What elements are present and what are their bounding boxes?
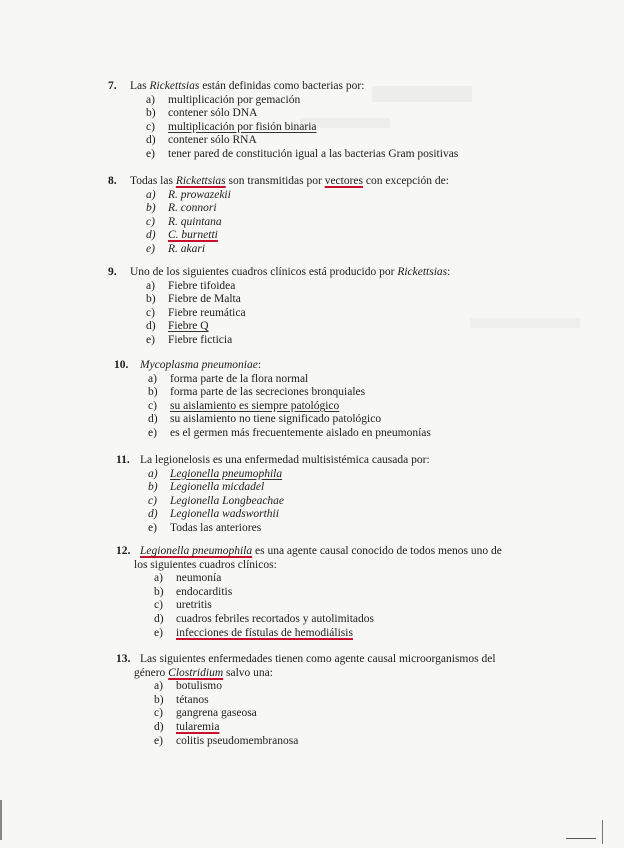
question-8	[108, 175, 449, 257]
stem-italic-term: Rickettsias	[397, 266, 448, 278]
question-13	[116, 653, 496, 748]
question-number: 9.	[108, 266, 117, 278]
option-e	[146, 148, 458, 162]
option-letter: e)	[148, 426, 157, 439]
option-text-marked: tularemia	[176, 720, 220, 733]
options-list	[146, 280, 450, 348]
option-text: tener pared de constitución igual a las bacterias Gram positivas	[168, 147, 459, 160]
option-text-marked: multiplicación por fisión binaria	[168, 120, 317, 133]
option-letter: c)	[148, 399, 157, 412]
option-text: R. connori	[168, 202, 217, 215]
stem-text: género	[134, 666, 169, 679]
option-letter: e)	[146, 333, 155, 346]
option-d	[148, 413, 431, 427]
option-c	[146, 121, 458, 135]
question-stem	[108, 266, 450, 280]
question-10	[114, 359, 431, 441]
option-letter: b)	[146, 107, 156, 120]
option-d	[146, 134, 458, 148]
option-text: endocarditis	[176, 585, 233, 598]
question-11	[116, 454, 430, 536]
option-text: multiplicación por gemación	[168, 93, 301, 106]
stem-italic-term: Rickettsias	[175, 175, 226, 187]
option-text-marked: Legionella pneumophila	[170, 467, 283, 480]
option-e	[146, 243, 449, 257]
option-letter: d)	[146, 229, 156, 242]
option-b	[148, 481, 430, 495]
option-d	[146, 229, 449, 243]
stem-text: Todas las	[130, 175, 176, 187]
option-text: su aislamiento no tiene significado patológico	[170, 413, 382, 426]
option-e	[146, 334, 450, 348]
question-stem	[116, 545, 502, 559]
stem-text: es una agente causal conocido de todos menos uno de	[252, 545, 502, 557]
stem-italic-term: Mycoplasma pneumoniae	[140, 359, 258, 371]
scan-edge-mark	[566, 838, 596, 839]
option-c	[154, 599, 502, 613]
option-a	[146, 189, 449, 203]
option-letter: c)	[146, 215, 155, 228]
option-a	[148, 468, 430, 482]
option-letter: b)	[154, 585, 164, 598]
stem-text: Las siguientes enfermedades tienen como agente causal microorganismos del	[140, 653, 496, 665]
option-letter: a)	[154, 572, 163, 585]
option-b	[148, 386, 431, 400]
options-list	[146, 94, 458, 162]
stem-italic-term: Rickettsias	[149, 80, 200, 92]
question-number: 12.	[116, 545, 131, 557]
question-stem	[116, 653, 496, 667]
stem-italic-term: Clostridium	[168, 666, 224, 679]
option-a	[148, 373, 431, 387]
option-letter: b)	[146, 293, 156, 306]
option-d	[146, 320, 450, 334]
option-text: neumonía	[176, 572, 222, 585]
option-text: Fiebre ficticia	[168, 333, 233, 346]
option-letter: c)	[146, 306, 155, 319]
question-stem	[116, 454, 430, 468]
option-letter: e)	[146, 147, 155, 160]
option-letter: b)	[148, 481, 158, 494]
option-text: tétanos	[176, 693, 209, 706]
options-list	[146, 189, 449, 257]
option-text: forma parte de las secreciones bronquiales	[170, 386, 366, 399]
option-text: R. prowazekii	[168, 188, 231, 201]
question-stem	[108, 175, 449, 189]
option-letter: d)	[146, 134, 156, 147]
stem-text: Las	[130, 80, 150, 92]
option-a	[146, 280, 450, 294]
option-a	[146, 94, 458, 108]
option-c	[146, 216, 449, 230]
option-c	[148, 400, 431, 414]
option-text: forma parte de la flora normal	[170, 372, 309, 385]
option-letter: c)	[146, 120, 155, 133]
option-text: Fiebre de Malta	[168, 293, 241, 306]
stem-text: salvo una:	[223, 666, 273, 679]
option-letter: d)	[154, 612, 164, 625]
option-letter: a)	[146, 93, 155, 106]
stem-text: Uno de los siguientes cuadros clínicos está producido por	[130, 266, 398, 278]
option-d	[148, 508, 430, 522]
option-letter: b)	[146, 202, 156, 215]
options-list	[148, 468, 430, 536]
option-a	[154, 572, 502, 586]
question-7	[108, 80, 458, 162]
question-stem-line2: los siguientes cuadros clínicos:	[134, 558, 277, 571]
option-letter: e)	[154, 734, 163, 747]
option-letter: a)	[148, 467, 158, 480]
stem-text: están definidas como bacterias por:	[199, 80, 365, 92]
option-text: es el germen más frecuentemente aislado en pneumonías	[170, 426, 431, 439]
option-letter: a)	[146, 279, 155, 292]
option-letter: b)	[148, 386, 158, 399]
option-b	[146, 107, 458, 121]
option-text: contener sólo DNA	[168, 107, 258, 120]
option-b	[146, 202, 449, 216]
option-letter: a)	[148, 372, 157, 385]
option-letter: c)	[148, 494, 157, 507]
question-text	[130, 80, 364, 94]
option-letter: e)	[146, 242, 155, 255]
option-b	[146, 293, 450, 307]
stem-text: :	[257, 359, 262, 371]
option-letter: d)	[154, 720, 164, 733]
stem-text: :	[447, 266, 451, 278]
option-c	[146, 307, 450, 321]
option-text-marked: Fiebre Q	[168, 320, 209, 333]
scan-edge-mark	[602, 820, 603, 844]
option-text: cuadros febriles recortados y autolimitados	[176, 612, 374, 625]
question-9	[108, 266, 450, 348]
question-stem	[108, 80, 458, 94]
question-number: 11.	[116, 454, 130, 466]
option-text: gangrena gaseosa	[176, 707, 257, 720]
option-b	[154, 586, 502, 600]
option-e	[154, 735, 496, 749]
question-number: 10.	[114, 359, 129, 371]
option-e	[148, 522, 430, 536]
bleed-through-mark	[470, 318, 580, 328]
question-stem-line2	[116, 667, 496, 681]
scan-edge-mark	[0, 800, 2, 840]
option-letter: c)	[154, 707, 163, 720]
option-letter: a)	[154, 680, 163, 693]
option-e	[148, 427, 431, 441]
option-c	[148, 495, 430, 509]
option-a	[154, 680, 496, 694]
option-letter: e)	[148, 521, 157, 534]
option-letter: c)	[154, 599, 163, 612]
option-letter: d)	[148, 508, 158, 521]
option-b	[154, 694, 496, 708]
question-number: 8.	[108, 175, 117, 187]
question-number: 13.	[116, 653, 131, 665]
question-12	[116, 545, 502, 640]
option-text: Fiebre tifoidea	[168, 279, 236, 292]
option-text: Legionella wadsworthii	[170, 508, 279, 521]
option-text-marked: C. burnetti	[168, 229, 218, 242]
option-text: botulismo	[176, 680, 223, 693]
question-number: 7.	[108, 80, 117, 92]
option-letter: a)	[146, 188, 156, 201]
option-d	[154, 721, 496, 735]
stem-text: con excepción de:	[363, 175, 449, 187]
stem-text: son transmitidas por	[225, 175, 325, 187]
question-text	[130, 266, 450, 280]
options-list	[148, 373, 431, 441]
option-letter: d)	[146, 320, 156, 333]
question-text	[130, 175, 449, 189]
question-text: La legionelosis es una enfermedad multisistémica causada por:	[140, 454, 430, 466]
option-text: colitis pseudomembranosa	[176, 734, 299, 747]
options-list	[154, 572, 502, 640]
option-letter: d)	[148, 413, 158, 426]
option-text: R. quintana	[168, 215, 222, 228]
option-e	[154, 627, 502, 641]
options-list	[154, 680, 496, 748]
option-text-marked: su aislamiento es siempre patológico	[170, 399, 340, 412]
stem-underlined-term: vectores	[324, 175, 364, 187]
option-text: Legionella micdadel	[170, 481, 265, 494]
option-text: R. akari	[168, 242, 206, 255]
question-text	[140, 359, 261, 373]
option-d	[154, 613, 502, 627]
option-text: Todas las anteriores	[170, 521, 262, 534]
option-text: Legionella Longbeachae	[170, 494, 285, 507]
option-letter: e)	[154, 626, 163, 639]
option-text: contener sólo RNA	[168, 134, 257, 147]
option-letter: b)	[154, 693, 164, 706]
option-text: uretritis	[176, 599, 212, 612]
option-text: Fiebre reumática	[168, 306, 246, 319]
option-text-marked: infecciones de fístulas de hemodiálisis	[176, 626, 353, 639]
question-stem	[114, 359, 431, 373]
option-c	[154, 707, 496, 721]
stem-italic-term: Legionella pneumophila	[140, 545, 253, 557]
